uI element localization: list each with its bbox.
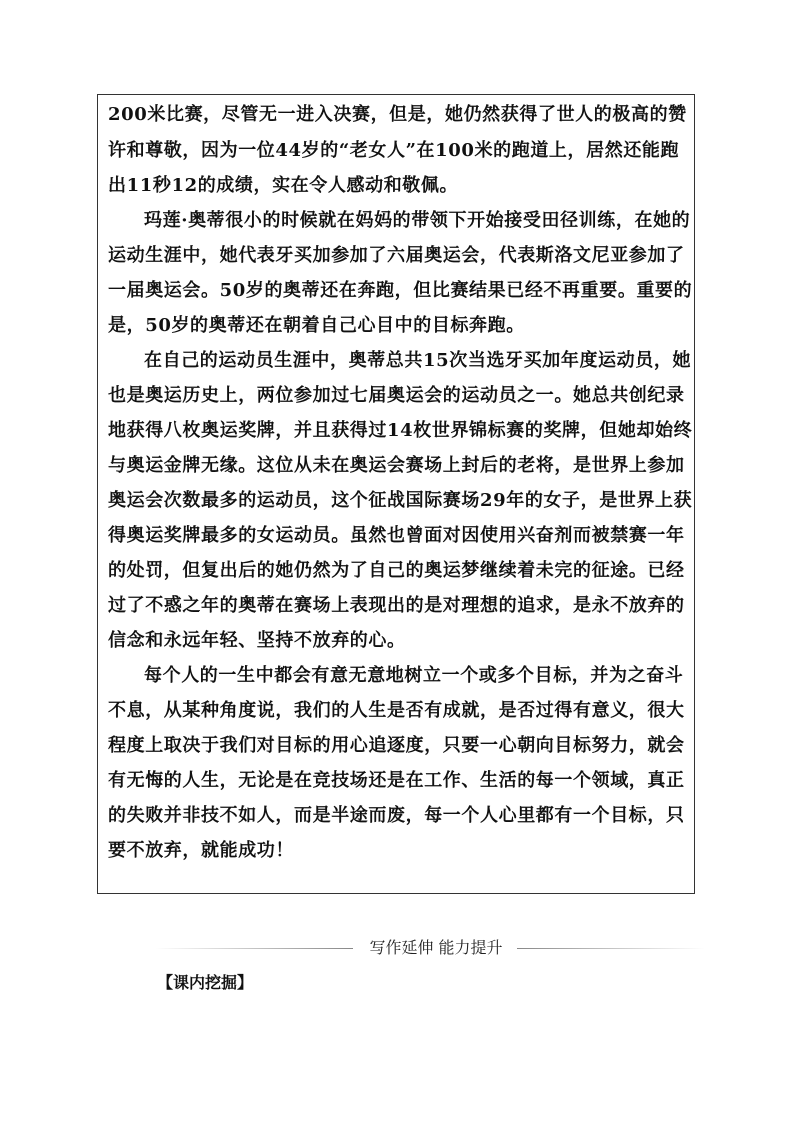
divider-title: 写作延伸 能力提升 [369,938,503,957]
article-line: 奥运会次数最多的运动员，这个征战国际赛场29年的女子，是世界上获 [108,490,693,511]
article-line: 信念和永远年轻、坚持不放弃的心。 [108,630,406,651]
divider-rule-left [155,948,353,949]
article-line: 地获得八枚奥运奖牌，并且获得过14枚世界锦标赛的奖牌，但她却始终 [108,420,693,441]
article-line: 与奥运金牌无缘。这位从未在奥运会赛场上封后的老将，是世界上参加 [108,455,685,476]
divider-rule-right [517,948,705,949]
article-text-box [97,94,695,894]
article-line: 要不放弃，就能成功！ [108,840,294,861]
article-line: 每个人的一生中都会有意无意地树立一个或多个目标，并为之奋斗 [144,665,684,686]
article-line: 不息，从某种角度说，我们的人生是否有成就，是否过得有意义，很大 [108,700,685,721]
article-line: 得奥运奖牌最多的女运动员。虽然也曾面对因使用兴奋剂而被禁赛一年 [108,525,685,546]
article-line: 出11秒12的成绩，实在令人感动和敬佩。 [108,175,459,196]
article-line: 是，50岁的奥蒂还在朝着自己心目中的目标奔跑。 [108,315,525,336]
section-divider [155,936,705,960]
article-line: 玛莲·奥蒂很小的时候就在妈妈的带领下开始接受田径训练，在她的 [144,210,691,231]
section-heading: 【课内挖掘】 [157,973,254,992]
article-line: 在自己的运动员生涯中，奥蒂总共15次当选牙买加年度运动员，她 [144,350,692,371]
article-line: 有无悔的人生，无论是在竞技场还是在工作、生活的每一个领域，真正 [108,770,685,791]
article-line: 200米比赛，尽管无一进入决赛，但是，她仍然获得了世人的极高的赞 [108,104,687,125]
article-line: 的处罚，但复出后的她仍然为了自己的奥运梦继续着未完的征途。已经 [108,560,685,581]
article-line: 也是奥运历史上，两位参加过七届奥运会的运动员之一。她总共创纪录 [108,385,685,406]
article-line: 程度上取决于我们对目标的用心追逐度，只要一心朝向目标努力，就会 [108,735,685,756]
article-line: 一届奥运会。50岁的奥蒂还在奔跑，但比赛结果已经不再重要。重要的 [108,280,693,301]
article-line: 运动生涯中，她代表牙买加参加了六届奥运会，代表斯洛文尼亚参加了 [108,245,685,266]
article-line: 的失败并非技不如人，而是半途而废，每一个人心里都有一个目标，只 [108,805,685,826]
article-line: 许和尊敬，因为一位44岁的“老女人”在100米的跑道上，居然还能跑 [108,140,680,161]
article-line: 过了不惑之年的奥蒂在赛场上表现出的是对理想的追求，是永不放弃的 [108,595,685,616]
